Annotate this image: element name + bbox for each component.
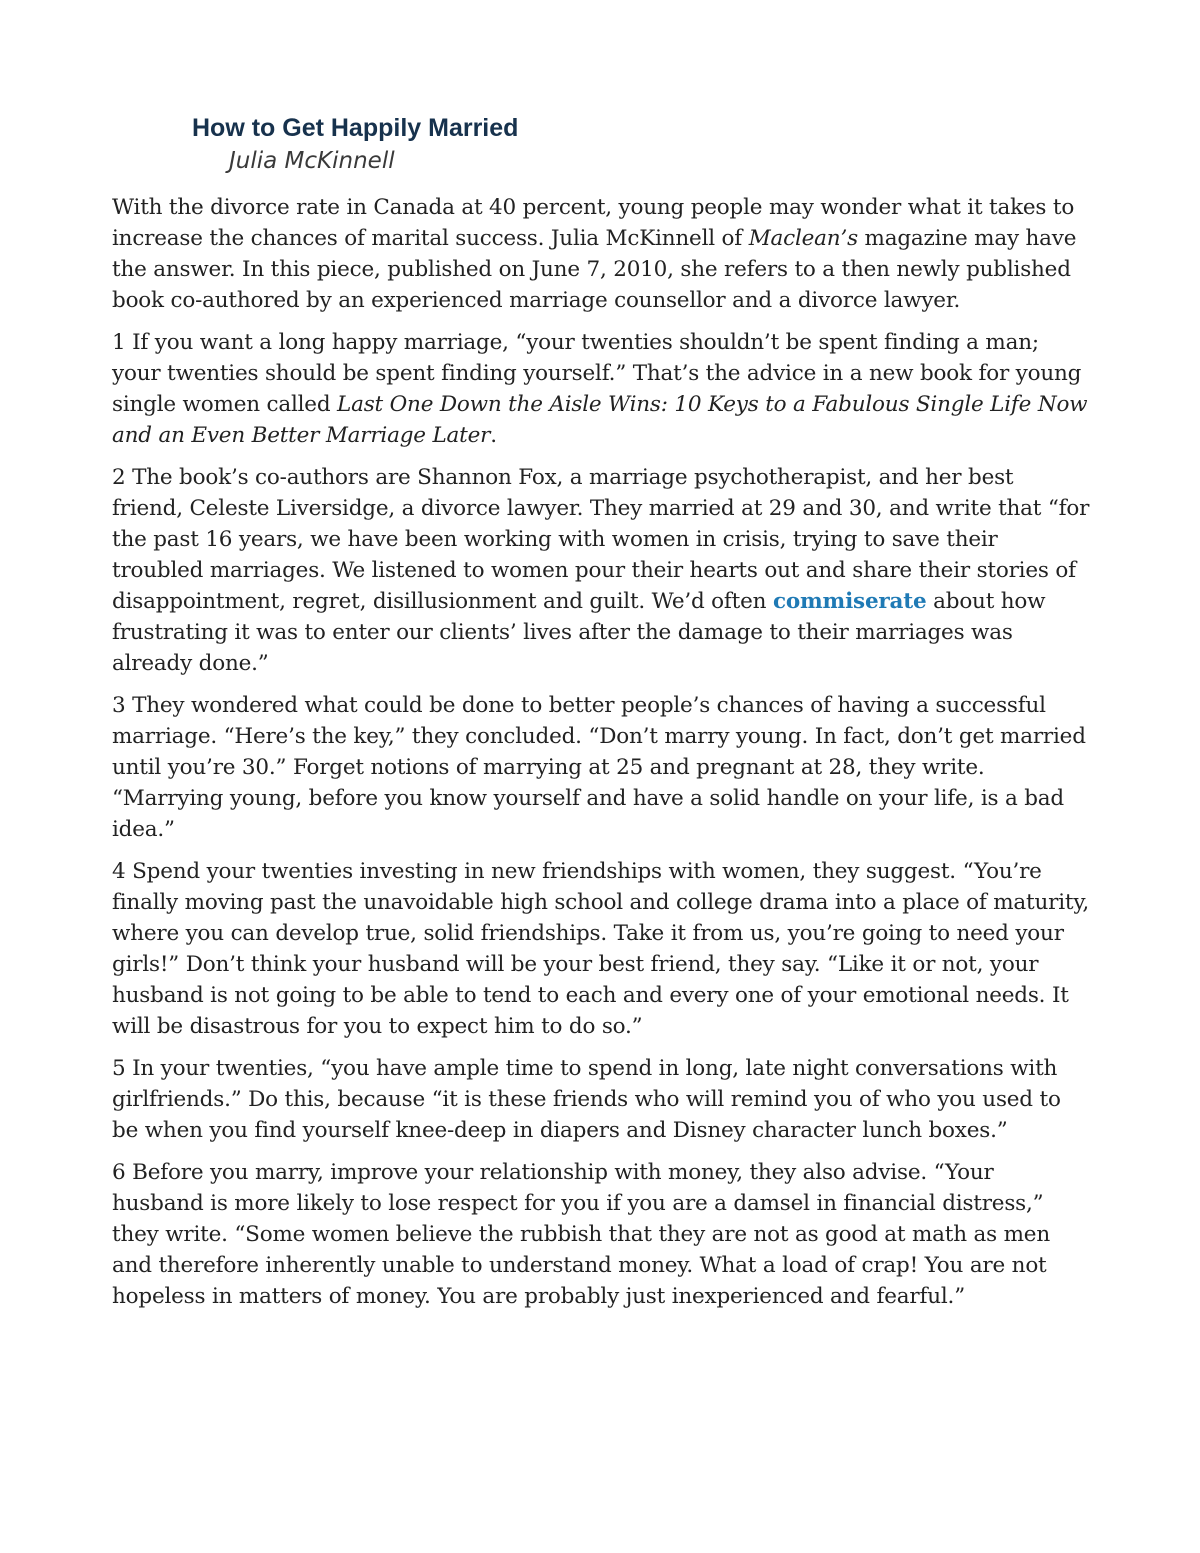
article-author: Julia McKinnell <box>229 148 395 174</box>
paragraph-4: 4 Spend your twenties investing in new friendships with women, they suggest. “You’re finally moving past the unavoidable high school and college drama into a place of maturity, where you can develop true, solid friendships. Take it from us, you’re going to need your girls!” Don’t think your husband will be your best friend, they say. “Like it or not, your husband is not going to be able to tend to each and every one of your emotional needs. It will be disastrous for you to expect him to do so.” <box>112 859 1090 1039</box>
intro-text-end: magazine may have the answer. In this piece, published on June 7, 2010, she refers to a then newly published book co-authored by an experienced marriage counsellor and a divorce lawyer. <box>112 226 1077 313</box>
intro-text-start: With the divorce rate in Canada at 40 percent, young people may wonder what it takes to increase the chances of marital success. Julia McKinnell of <box>112 195 1075 251</box>
paragraph-2 <box>112 462 1090 679</box>
paragraph-5: 5 In your twenties, “you have ample time to spend in long, late night conversations with girlfriends.” Do this, because “it is these friends who will remind you of who you used to be when you find yourself knee-deep in diapers and Disney character lunch boxes.” <box>112 1056 1061 1143</box>
paragraph-1 <box>112 327 1090 451</box>
paragraph-3: 3 They wondered what could be done to better people’s chances of having a successful marriage. “Here’s the key,” they concluded. “Don’t marry young. In fact, don’t get married until you’re 30.” Forget notions of marrying at 25 and pregnant at 28, they write. “Marrying young, before you know yourself and have a solid handle on your life, is a bad idea.” <box>112 693 1086 842</box>
paragraph-2-text-start: 2 The book’s co-authors are Shannon Fox, a marriage psychotherapist, and her best friend, Celeste Liversidge, a divorce lawyer. They married at 29 and 30, and write that “for the past 16 years, we have been working with women in crisis, trying to save their troubled marriages. We listened to women pour their hearts out and share their stories of disappointment, regret, disillusionment and guilt. We’d often <box>112 465 1090 614</box>
vocabulary-word-commiserate[interactable]: commiserate <box>772 589 927 614</box>
intro-paragraph <box>112 192 1090 316</box>
paragraph-2-text-end: about how frustrating it was to enter our clients’ lives after the damage to their marriages was already done.” <box>112 589 1046 676</box>
book-title: Last One Down the Aisle Wins: 10 Keys to a Fabulous Single Life Now and an Even Better Marriage Later <box>112 392 1088 448</box>
paragraph-1-text-start: 1 If you want a long happy marriage, “your twenties shouldn’t be spent finding a man; your twenties should be spent finding yourself.” That’s the advice in a new book for young single women called <box>112 330 1082 417</box>
paragraph-1-text-end: . <box>490 423 497 448</box>
magazine-name: Maclean’s <box>748 226 858 251</box>
paragraph-6: 6 Before you marry, improve your relationship with money, they also advise. “Your husband is more likely to lose respect for you if you are a damsel in financial distress,” they write. “Some women believe the rubbish that they are not as good at math as men and therefore inherently unable to understand money. What a load of crap! You are not hopeless in matters of money. You are probably just inexperienced and fearful.” <box>112 1160 1050 1309</box>
article-title: How to Get Happily Married <box>192 114 519 142</box>
article-body <box>112 192 1090 1323</box>
